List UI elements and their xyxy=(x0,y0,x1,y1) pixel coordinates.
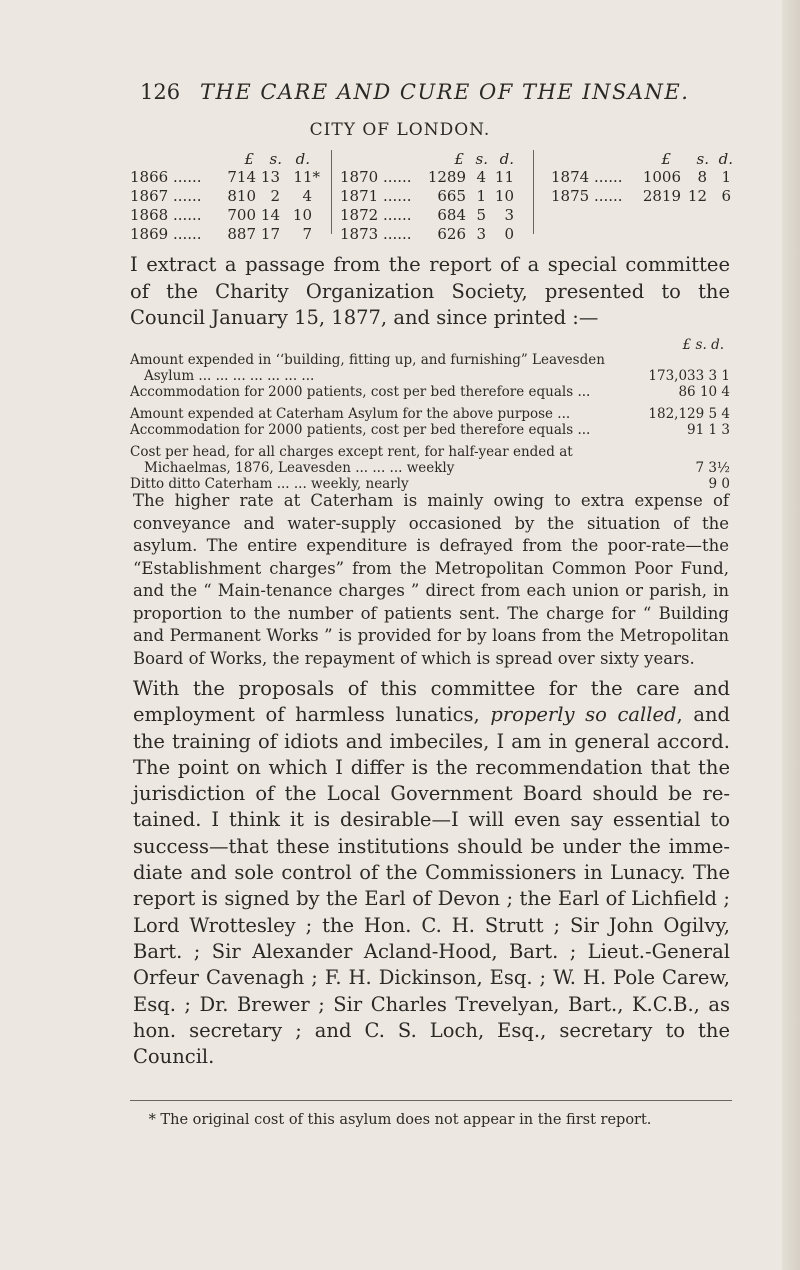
table-title: CITY OF LONDON. xyxy=(309,120,491,140)
table-row: 1875 ...... 2819 12 6 xyxy=(551,187,731,205)
table-column-2 xyxy=(340,150,530,244)
footnote-rule xyxy=(130,1100,732,1101)
table-row: 1873 ...... 626 3 0 xyxy=(340,225,514,243)
table-row: 1871 ...... 665 1 10 xyxy=(340,187,514,205)
extract-line: Cost per head, for all charges except rent, for half-year ended at xyxy=(130,444,573,460)
extract-line: Asylum ... ... ... ... ... ... ... 173,033 3 1 xyxy=(144,368,730,384)
extract-line: Accommodation for 2000 patients, cost per bed therefore equals ... 86 10 4 xyxy=(130,384,730,400)
currency-header: £ s. d. xyxy=(454,150,514,168)
paragraph-intro: I extract a passage from the report of a special committee of the Charity Organization Society, presented to the Council January 15, 1877, and since printed :— xyxy=(130,253,730,329)
extract-line: Michaelmas, 1876, Leavesden ... ... ... weekly 7 3½ xyxy=(144,460,730,476)
table-row: 1872 ...... 684 5 3 xyxy=(340,206,514,224)
italic-emphasis: properly so called xyxy=(490,703,677,727)
table-row: 1867 ...... 810 2 4 xyxy=(130,187,312,205)
paragraph-caterham: The higher rate at Caterham is mainly owing to extra expense of conveyance and water-supply occasioned by the situation of the asylum. The entire expenditure is defrayed from the poor-rate—the “Establishment charges” from the Metropolitan Common Poor Fund, and the “ Main-tenance charges ” direct from each union or parish, in proportion to the number of patients sent. The charge for “ Building and Permanent Works ” is provided for by loans from the Metropolitan Board of Works, the repayment of which is spread over sixty years. xyxy=(133,491,729,668)
currency-header: £ s. d. xyxy=(244,150,310,168)
extract-table xyxy=(130,352,730,492)
running-title: THE CARE AND CURE OF THE INSANE. xyxy=(200,80,690,104)
page-number: 126 xyxy=(140,80,181,104)
extract-line: Ditto ditto Caterham ... ... weekly, nearly 9 0 xyxy=(130,476,730,492)
extract-line: Amount expended in ‘‘building, fitting up, and furnishing” Leavesden xyxy=(130,352,605,368)
footnote: * The original cost of this asylum does not appear in the first report. xyxy=(148,1112,652,1128)
paragraph-proposals: With the proposals of this committee for the care and employment of harmless lunatics, properly so called, and the training of idiots and imbeciles, I am in general accord. The point on which I differ is the recommendation that the jurisdiction of the Local Government Board should be re-tained. I think it is desirable—I will even say essential to success—that these institutions should be under the imme-diate and sole control of the Commissioners in Lunacy. The report is signed by the Earl of Devon ; the Earl of Lichfield ; Lord Wrottesley ; the Hon. C. H. Strutt ; Sir John Ogilvy, Bart. ; Sir Alexander Acland-Hood, Bart. ; Lieut.-General Orfeur Cavenagh ; F. H. Dickinson, Esq. ; W. H. Pole Carew, Esq. ; Dr. Brewer ; Sir Charles Trevelyan, Bart., K.C.B., as hon. secretary ; and C. S. Loch, Esq., secretary to the Council. xyxy=(133,677,730,1069)
table-row: 1874 ...... 1006 8 1 xyxy=(551,168,731,186)
extract-currency-header: £ s. d. xyxy=(682,337,724,353)
extract-line: Accommodation for 2000 patients, cost per bed therefore equals ... 91 1 3 xyxy=(130,422,730,438)
table-row: 1869 ...... 887 17 7 xyxy=(130,225,312,243)
currency-header: £ s. d. xyxy=(661,150,733,168)
table-row: 1868 ...... 700 14 10 xyxy=(130,206,312,224)
table-row: 1870 ...... 1289 4 11 xyxy=(340,168,514,186)
table-column-3 xyxy=(551,150,736,206)
table-column-1 xyxy=(130,150,325,244)
extract-line: Amount expended at Caterham Asylum for the above purpose ... 182,129 5 4 xyxy=(130,406,730,422)
table-row: 1866 ...... 714 13 11* xyxy=(130,168,320,186)
page-edge xyxy=(782,0,800,1270)
